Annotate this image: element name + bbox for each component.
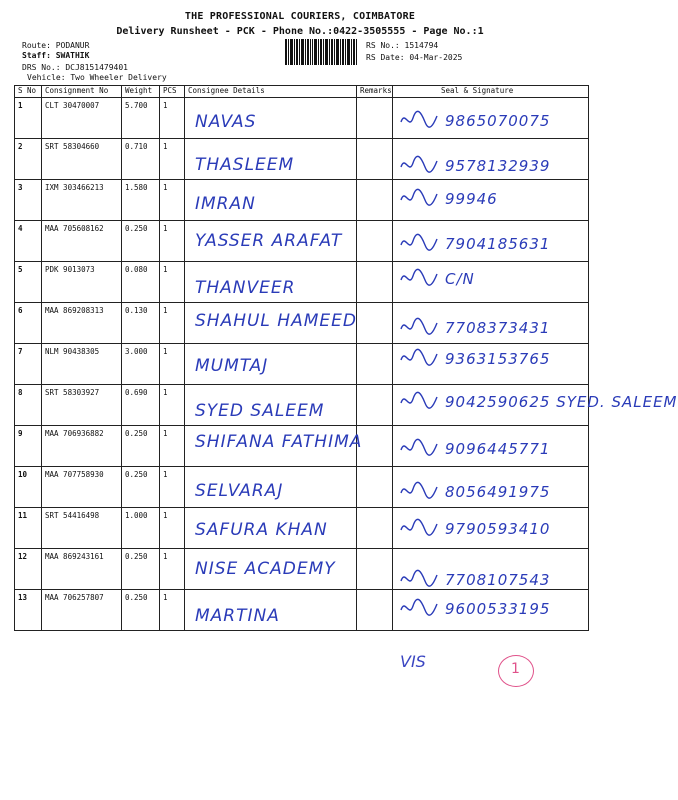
sno-cell-text: 8 (18, 388, 23, 397)
consignment-cell (42, 221, 122, 262)
consignment-cell (42, 262, 122, 303)
consignee-cell (185, 180, 357, 221)
consignee-cell (185, 549, 357, 590)
sno-cell-text: 11 (18, 511, 28, 520)
pcs-cell-text: 1 (163, 470, 168, 479)
consignee-name: THANVEER (195, 278, 296, 298)
consignment-cell-text: SRT 58303927 (45, 388, 100, 397)
pcs-cell (160, 98, 185, 139)
pcs-cell-text: 1 (163, 511, 168, 520)
table-row (15, 385, 589, 426)
table-header-row (15, 86, 589, 98)
table-row (15, 590, 589, 631)
sno-cell-text: 4 (18, 224, 23, 233)
pcs-cell (160, 303, 185, 344)
signature-cell (393, 590, 589, 631)
signature-cell (393, 549, 589, 590)
pcs-cell (160, 508, 185, 549)
consignment-cell (42, 590, 122, 631)
weight-cell-text: 0.080 (125, 265, 148, 274)
consignment-cell (42, 467, 122, 508)
sno-cell-text: 2 (18, 142, 23, 151)
weight-cell-text: 3.000 (125, 347, 148, 356)
table-row (15, 221, 589, 262)
signature-scribble (399, 516, 439, 540)
pcs-cell-text: 1 (163, 429, 168, 438)
signature-cell (393, 303, 589, 344)
footer-handwritten-note: VIS (400, 652, 426, 671)
consignee-cell (185, 139, 357, 180)
table-row (15, 549, 589, 590)
consignment-cell-text: MAA 707758930 (45, 470, 104, 479)
signature-cell (393, 467, 589, 508)
signature-cell (393, 180, 589, 221)
pcs-cell (160, 549, 185, 590)
pcs-cell (160, 385, 185, 426)
remarks-cell (357, 467, 393, 508)
consignee-cell (185, 508, 357, 549)
signature-text: C/N (445, 270, 475, 288)
signature-text: 7708373431 (445, 319, 551, 337)
sno-cell-text: 3 (18, 183, 23, 192)
pcs-cell-text: 1 (163, 101, 168, 110)
weight-cell-text: 1.580 (125, 183, 148, 192)
sno-cell (15, 139, 42, 180)
consignment-cell-text: SRT 54416498 (45, 511, 100, 520)
signature-scribble (399, 346, 439, 370)
weight-cell (122, 385, 160, 426)
signature-scribble (399, 567, 439, 591)
table-row (15, 303, 589, 344)
weight-cell-text: 1.000 (125, 511, 148, 520)
table-row (15, 467, 589, 508)
consignment-cell (42, 303, 122, 344)
remarks-cell (357, 508, 393, 549)
signature-cell (393, 426, 589, 467)
header-weight: Weight (122, 86, 160, 98)
pcs-cell-text: 1 (163, 552, 168, 561)
pcs-cell-text: 1 (163, 306, 168, 315)
remarks-cell (357, 385, 393, 426)
table-row (15, 180, 589, 221)
pcs-cell (160, 467, 185, 508)
consignment-cell-text: MAA 869208313 (45, 306, 104, 315)
circled-mark-text: 1 (511, 661, 520, 677)
signature-scribble (399, 315, 439, 339)
weight-cell-text: 0.130 (125, 306, 148, 315)
header-remarks: Remarks (357, 86, 393, 98)
weight-cell (122, 549, 160, 590)
weight-cell-text: 0.250 (125, 429, 148, 438)
consignment-cell (42, 344, 122, 385)
company-title: THE PROFESSIONAL COURIERS, COIMBATORE (184, 11, 416, 22)
pcs-cell (160, 139, 185, 180)
pcs-cell-text: 1 (163, 347, 168, 356)
table-row (15, 98, 589, 139)
signature-cell (393, 508, 589, 549)
remarks-cell (357, 180, 393, 221)
delivery-table (14, 85, 678, 631)
header-sno: S No (15, 86, 42, 98)
weight-cell (122, 590, 160, 631)
consignee-cell (185, 385, 357, 426)
pcs-cell-text: 1 (163, 224, 168, 233)
weight-cell-text: 5.700 (125, 101, 148, 110)
signature-cell (393, 98, 589, 139)
sno-cell-text: 13 (18, 593, 28, 602)
weight-cell-text: 0.690 (125, 388, 148, 397)
consignee-name: MUMTAJ (195, 356, 269, 376)
signature-scribble (399, 436, 439, 460)
remarks-cell (357, 344, 393, 385)
consignment-cell (42, 180, 122, 221)
consignee-name: IMRAN (195, 194, 256, 214)
signature-text: 9363153765 (445, 350, 551, 368)
remarks-cell (357, 139, 393, 180)
signature-text: 9600533195 (445, 600, 551, 618)
signature-cell (393, 139, 589, 180)
remarks-cell (357, 262, 393, 303)
signature-cell (393, 385, 678, 426)
remarks-cell (357, 590, 393, 631)
weight-cell (122, 508, 160, 549)
sno-cell (15, 344, 42, 385)
table-row (15, 262, 589, 303)
remarks-cell (357, 221, 393, 262)
sno-cell (15, 262, 42, 303)
rs-date-label: RS Date: 04-Mar-2025 (366, 53, 463, 62)
weight-cell (122, 426, 160, 467)
consignee-cell (185, 590, 357, 631)
consignee-cell (185, 467, 357, 508)
header-consignee: Consignee Details (185, 86, 357, 98)
signature-scribble (399, 596, 439, 620)
sno-cell (15, 549, 42, 590)
consignment-cell-text: MAA 705608162 (45, 224, 104, 233)
barcode-image (285, 39, 357, 65)
remarks-cell (357, 98, 393, 139)
header-pcs: PCS (160, 86, 185, 98)
signature-text: 9042590625 SYED. SALEEM (445, 393, 678, 411)
sno-cell (15, 590, 42, 631)
signature-text: 7904185631 (445, 235, 551, 253)
vehicle-label: Vehicle: Two Wheeler Delivery (27, 73, 167, 82)
sno-cell (15, 426, 42, 467)
pcs-cell-text: 1 (163, 388, 168, 397)
signature-text: 7708107543 (445, 571, 551, 589)
route-label: Route: PODANUR (22, 41, 90, 50)
sno-cell (15, 221, 42, 262)
signature-text: 99946 (445, 190, 498, 208)
consignee-cell (185, 221, 357, 262)
consignment-cell-text: PDK 9013073 (45, 265, 95, 274)
pcs-cell-text: 1 (163, 593, 168, 602)
weight-cell-text: 0.250 (125, 224, 148, 233)
consignment-cell (42, 549, 122, 590)
weight-cell (122, 344, 160, 385)
pcs-cell-text: 1 (163, 265, 168, 274)
consignment-cell (42, 98, 122, 139)
sno-cell (15, 467, 42, 508)
sno-cell (15, 98, 42, 139)
consignee-name: MARTINA (195, 606, 280, 626)
circled-mark (498, 655, 534, 687)
consignee-cell (185, 426, 363, 467)
weight-cell-text: 0.250 (125, 470, 148, 479)
header-seal: Seal & Signature (393, 86, 589, 98)
weight-cell (122, 180, 160, 221)
signature-scribble (399, 479, 439, 503)
signature-text: 9578132939 (445, 157, 551, 175)
table-row (15, 426, 589, 467)
signature-scribble (399, 266, 439, 290)
sno-cell-text: 1 (18, 101, 23, 110)
drs-label: DRS No.: DCJ8151479401 (22, 63, 128, 72)
signature-scribble (399, 389, 439, 413)
consignee-name: YASSER ARAFAT (195, 231, 343, 251)
signature-text: 8056491975 (445, 483, 551, 501)
weight-cell (122, 221, 160, 262)
sno-cell (15, 303, 42, 344)
consignment-cell (42, 426, 122, 467)
weight-cell (122, 139, 160, 180)
consignee-name: SAFURA KHAN (195, 520, 328, 540)
consignment-cell-text: MAA 706936882 (45, 429, 104, 438)
consignee-cell (185, 344, 357, 385)
signature-text: 9865070075 (445, 112, 551, 130)
weight-cell (122, 467, 160, 508)
consignee-name: SYED SALEEM (195, 401, 325, 421)
consignee-name: NAVAS (195, 112, 257, 132)
sno-cell (15, 180, 42, 221)
consignment-cell-text: MAA 706257807 (45, 593, 104, 602)
signature-cell (393, 221, 589, 262)
staff-label: Staff: SWATHIK (22, 51, 90, 60)
table-row (15, 508, 589, 549)
sno-cell-text: 9 (18, 429, 23, 438)
consignee-name: SELVARAJ (195, 481, 284, 501)
sno-cell-text: 12 (18, 552, 28, 561)
table-row (15, 139, 589, 180)
consignee-name: THASLEEM (195, 155, 295, 175)
pcs-cell-text: 1 (163, 183, 168, 192)
signature-cell (393, 344, 589, 385)
consignment-cell (42, 139, 122, 180)
consignee-cell (185, 303, 357, 344)
consignee-name: SHAHUL HAMEED (195, 311, 357, 331)
weight-cell-text: 0.250 (125, 593, 148, 602)
consignment-cell (42, 508, 122, 549)
signature-text: 9096445771 (445, 440, 551, 458)
signature-text: 9790593410 (445, 520, 551, 538)
consignment-cell-text: SRT 58304660 (45, 142, 100, 151)
pcs-cell (160, 221, 185, 262)
signature-scribble (399, 231, 439, 255)
pcs-cell (160, 344, 185, 385)
pcs-cell (160, 590, 185, 631)
table-row (15, 344, 589, 385)
consignment-cell-text: IXM 303466213 (45, 183, 104, 192)
rs-no-label: RS No.: 1514794 (366, 41, 439, 50)
sno-cell (15, 385, 42, 426)
consignee-cell (185, 98, 357, 139)
consignment-cell (42, 385, 122, 426)
weight-cell (122, 262, 160, 303)
sno-cell-text: 6 (18, 306, 23, 315)
consignee-name: SHIFANA FATHIMA (195, 432, 363, 452)
remarks-cell (357, 549, 393, 590)
signature-scribble (399, 186, 439, 210)
consignment-cell-text: NLM 90438305 (45, 347, 100, 356)
sno-cell-text: 5 (18, 265, 23, 274)
consignment-cell-text: MAA 869243161 (45, 552, 104, 561)
weight-cell-text: 0.250 (125, 552, 148, 561)
sno-cell-text: 7 (18, 347, 23, 356)
runsheet-title: Delivery Runsheet - PCK - Phone No.:0422-3505555 - Page No.:1 (116, 26, 484, 37)
weight-cell (122, 303, 160, 344)
signature-scribble (399, 108, 439, 132)
pcs-cell (160, 426, 185, 467)
pcs-cell (160, 262, 185, 303)
weight-cell (122, 98, 160, 139)
remarks-cell (357, 303, 393, 344)
signature-cell (393, 262, 589, 303)
header-consignment: Consignment No (42, 86, 122, 98)
sno-cell (15, 508, 42, 549)
signature-scribble (399, 153, 439, 177)
consignee-cell (185, 262, 357, 303)
consignment-cell-text: CLT 30470007 (45, 101, 100, 110)
pcs-cell (160, 180, 185, 221)
sno-cell-text: 10 (18, 470, 28, 479)
weight-cell-text: 0.710 (125, 142, 148, 151)
consignee-name: NISE ACADEMY (195, 559, 336, 579)
pcs-cell-text: 1 (163, 142, 168, 151)
